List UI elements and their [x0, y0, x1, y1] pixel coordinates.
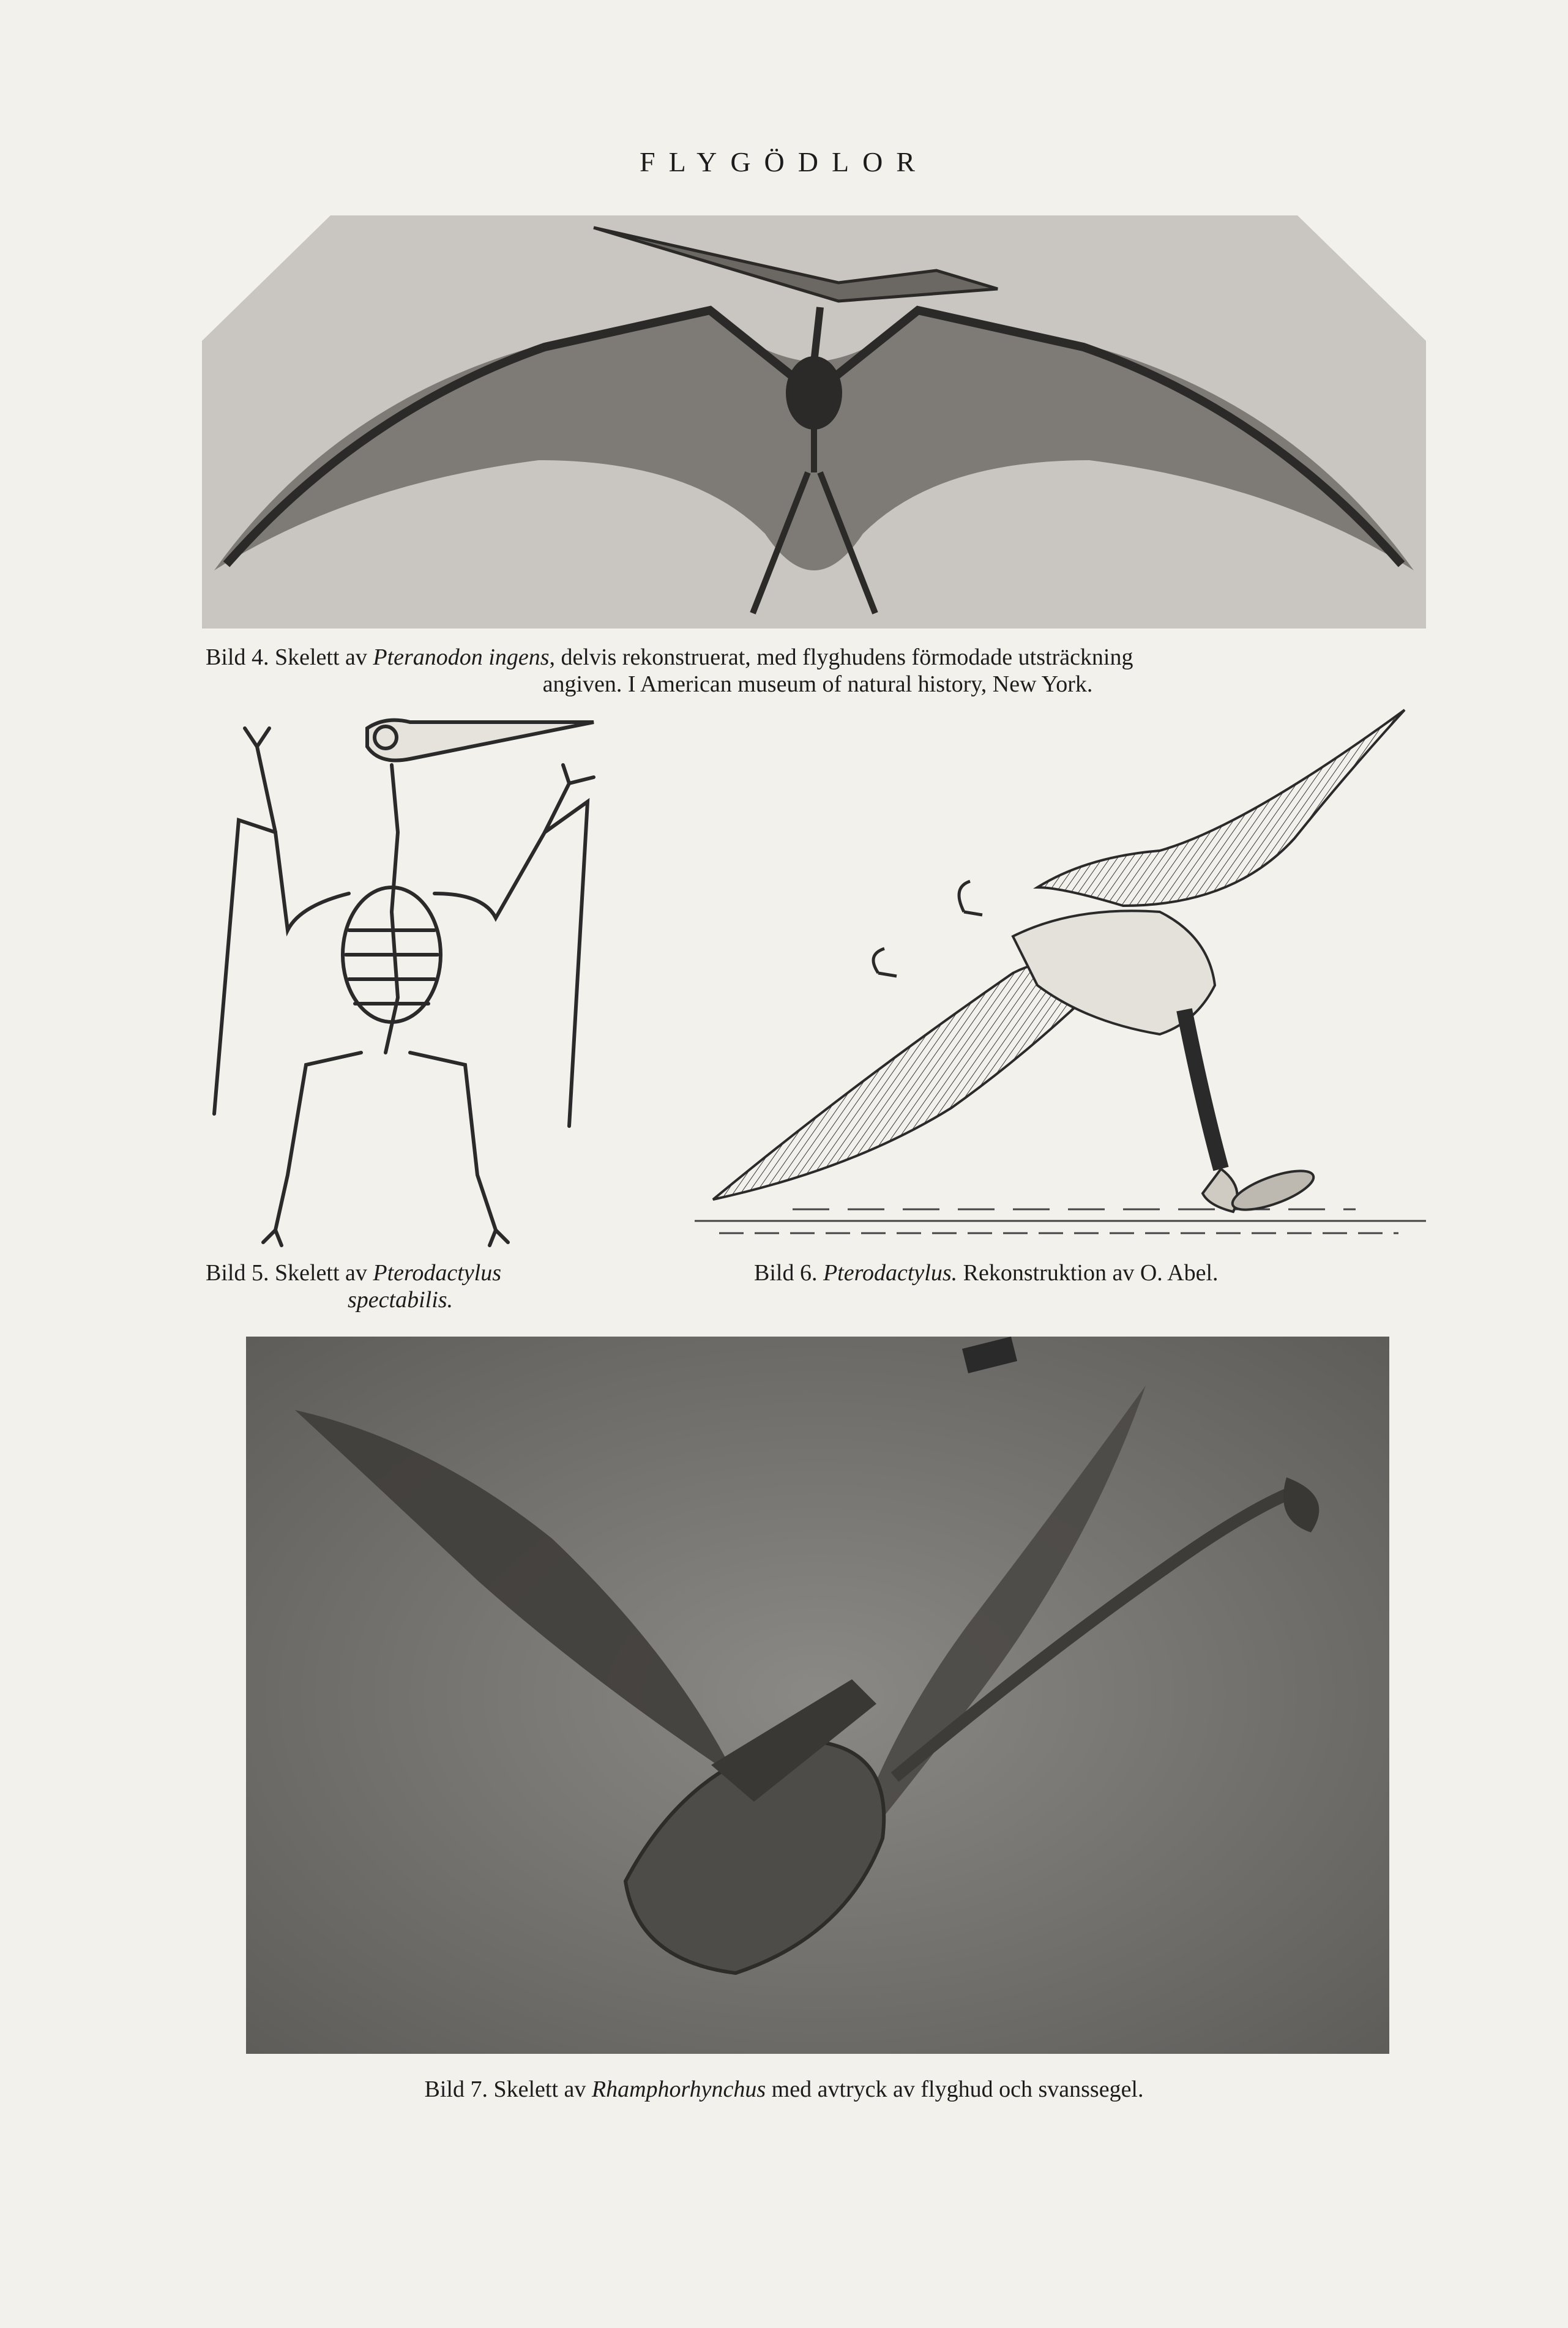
figure-5-drawing	[202, 710, 630, 1248]
page-title: FLYGÖDLOR	[640, 146, 928, 177]
figure-7-genus-name: Rhamphorhynchus	[591, 2076, 766, 2102]
figure-5-caption	[206, 1259, 671, 1313]
figure-4-caption	[206, 644, 1430, 698]
figure-4-caption-line1: Bild 4. Skelett av Pteranodon ingens, delvis rekonstruerat, med flyghudens förmodade utsträckning	[206, 644, 1133, 670]
figure-7-photo	[246, 1337, 1389, 2054]
figure-4-photo	[202, 215, 1426, 629]
figure-7-caption: Bild 7. Skelett av Rhamphorhynchus med avtryck av flyghud och svanssegel.	[424, 2076, 1144, 2102]
figure-5-caption-line2	[206, 1286, 671, 1313]
figure-4-species-name: Pteranodon ingens	[373, 644, 550, 670]
figure-5-genus-name: Pterodactylus	[373, 1260, 502, 1286]
figure-6-drawing	[695, 704, 1426, 1242]
figure-4-caption-line2: angiven. I American museum of natural history, New York.	[542, 671, 1093, 697]
figure-6-caption: Bild 6. Pterodactylus. Rekonstruktion av O. Abel.	[754, 1260, 1219, 1286]
figure-5-species-name: spectabilis.	[348, 1287, 454, 1313]
figure-5-caption-line1: Bild 5. Skelett av Pterodactylus	[206, 1260, 502, 1286]
figure-6-genus-name: Pterodactylus.	[823, 1260, 958, 1286]
